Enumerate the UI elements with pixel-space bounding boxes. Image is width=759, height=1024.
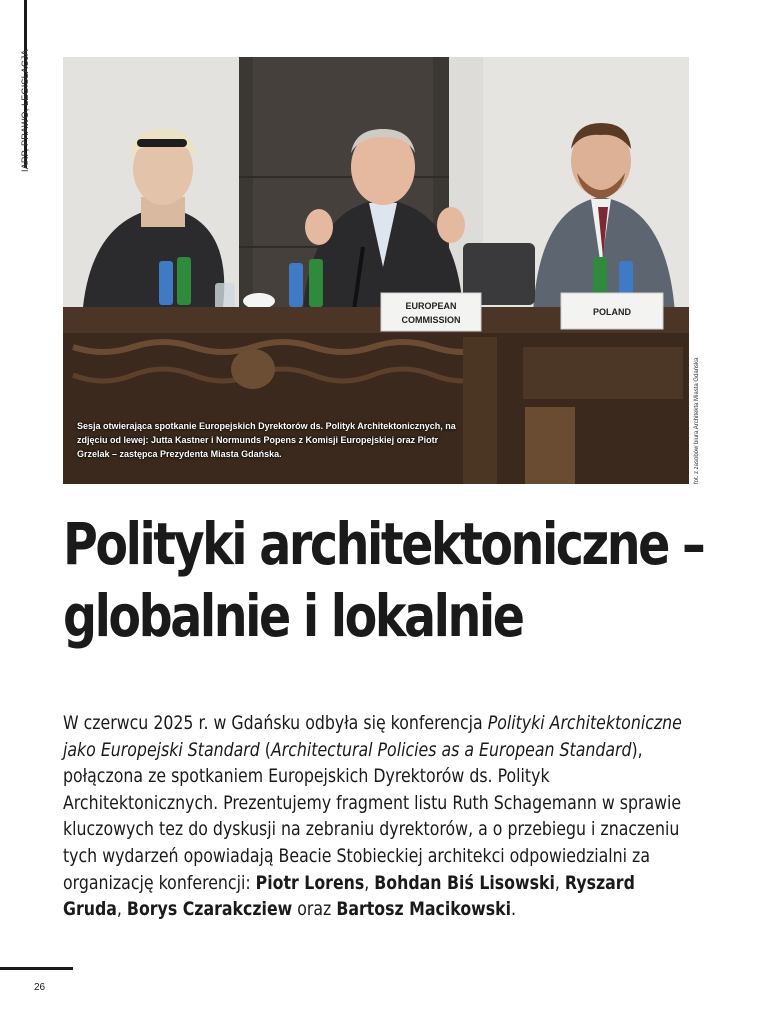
lead-text-1: W czerwcu 2025 r. w Gdańsku odbyła się konferencja: [63, 712, 488, 734]
conference-photo: [63, 57, 689, 484]
article-title: [63, 508, 735, 652]
lead-text-2: (: [259, 738, 271, 761]
placard-european-line2: COMMISSION: [401, 315, 461, 325]
lead-end: .: [511, 898, 517, 921]
conference-name: Polityki Architektoniczne jako Europejski Standard: [63, 712, 682, 761]
conference-name-en: Architectural Policies as a European Standard: [270, 738, 632, 761]
page-number: 26: [34, 982, 46, 993]
placard-poland: POLAND: [593, 307, 631, 317]
separator-4: oraz: [292, 898, 337, 921]
article-lead: [63, 710, 694, 923]
photo-credit: fot. z zasobów biura Architekta Miasta Gdańska: [694, 357, 700, 484]
person-name-3: Ryszard Gruda: [63, 871, 635, 921]
separator-1: ,: [364, 871, 375, 894]
placard-european-line1: EUROPEAN: [405, 301, 457, 311]
person-name-5: Bartosz Macikowski: [336, 898, 512, 921]
article-title-line1: Polityki architektoniczne –: [63, 510, 704, 578]
person-name-1: Piotr Lorens: [255, 871, 365, 894]
separator-2: ,: [554, 871, 565, 894]
person-name-2: Bohdan Biś Lisowski: [374, 871, 555, 894]
footer-rule: [0, 967, 73, 970]
person-name-4: Borys Czarakcziew: [126, 898, 293, 921]
separator-3: ,: [116, 898, 127, 921]
article-title-line2: globalnie i lokalnie: [63, 582, 523, 650]
section-label: IARP, PRAWO, LEGISLACJA: [20, 49, 30, 172]
photo-caption: Sesja otwierająca spotkanie Europejskich Dyrektorów ds. Polityk Architektonicznych, na zdjęciu od lewej: Jutta Kastner i Normunds Popens z Komisji Europejskiej oraz Piotr Grzelak – zastępca Prezydenta Miasta Gdańska.: [77, 421, 456, 459]
lead-text-3: ), połączona ze spotkaniem Europejskich Dyrektorów ds. Polityk Architektonicznych. Prezentujemy fragment listu Ruth Schagemann w sprawie kluczowych tez do dyskusji na zebraniu dyrektorów, a o przebiegu i znaczeniu tych wydarzeń opowiadają Beacie Stobieckiej architekci odpowiedzialni za organizację konferencji:: [63, 738, 682, 894]
